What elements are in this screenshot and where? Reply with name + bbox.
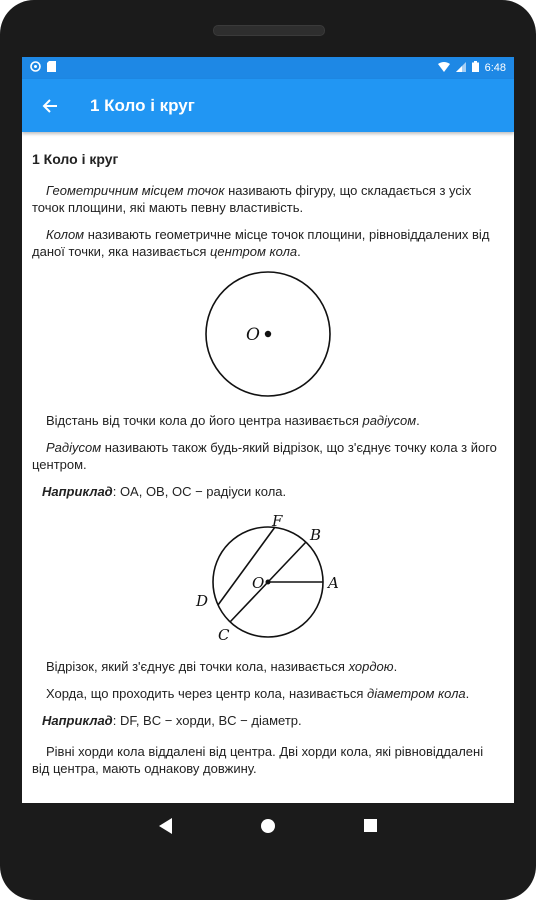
example-chords: [42, 712, 504, 729]
paragraph-circle-definition: [32, 226, 504, 260]
text-circle: називають геометричне місце точок площини, рівновіддалених від даної точки, яка називається: [32, 227, 490, 259]
text-radius-dot: .: [416, 413, 420, 428]
example-radii: [42, 483, 504, 500]
term-center: центром кола: [210, 244, 298, 259]
wifi-icon: [438, 62, 450, 75]
text-chord-dot: .: [393, 659, 398, 674]
text-dot: .: [297, 244, 301, 259]
screen: [22, 57, 514, 803]
term-radius-2: Радіусом: [46, 440, 102, 455]
label-f: F: [272, 514, 283, 530]
label-o: O: [252, 574, 265, 592]
status-time: 6:48: [484, 62, 506, 74]
section-heading: 1 Коло і круг: [32, 151, 119, 167]
signal-icon: [456, 62, 466, 75]
term-chord: хордою: [348, 659, 394, 674]
status-bar: [22, 57, 514, 79]
label-d: D: [196, 592, 209, 610]
label-b: B: [310, 526, 322, 544]
term-diameter: діаметром кола: [367, 686, 466, 701]
recents-square-icon[interactable]: [361, 817, 379, 835]
back-arrow-icon[interactable]: [42, 96, 62, 116]
chords-figure: [32, 514, 504, 646]
circle-center-diagram: [198, 270, 338, 400]
navigation-bar: [0, 803, 536, 848]
back-triangle-icon[interactable]: [157, 817, 175, 835]
sd-card-icon: [47, 61, 56, 75]
term-circle: Колом: [46, 227, 85, 242]
app-bar-title: 1 Коло і круг: [90, 95, 195, 115]
term-locus: Геометричним місцем точок: [46, 183, 225, 198]
text-locus: називають фігуру, що складається з усіх точок площини, які мають певну властивість.: [32, 183, 472, 215]
home-circle-icon[interactable]: [259, 817, 277, 835]
center-label: O: [246, 325, 260, 345]
text-radius-segment: називають також будь-який відрізок, що з'єднує точку кола з його центром.: [32, 440, 497, 472]
app-bar: [22, 79, 514, 132]
text-diameter-dot: .: [465, 686, 470, 701]
paragraph-locus: [32, 182, 504, 216]
text-radius-a: Відстань від точки кола до його центра називається: [46, 413, 363, 428]
text-diameter-a: Хорда, що проходить через центр кола, називається: [46, 686, 368, 701]
article-content: [22, 132, 514, 777]
paragraph-chord-definition: [32, 658, 504, 675]
paragraph-radius-definition: [32, 412, 504, 429]
example-text-2: : DF, BC − хорди, BC − діаметр.: [112, 713, 302, 728]
battery-icon: [472, 61, 479, 75]
settings-status-icon: [30, 61, 41, 75]
paragraph-radius-segment: [32, 439, 504, 473]
paragraph-equal-chords: Рівні хорди кола віддалені від центра. Дві хорди кола, які рівновіддалені від центра, мають однакову довжину.: [32, 744, 484, 776]
speaker-grille: [213, 25, 325, 36]
text-chord-a: Відрізок, який з'єднує дві точки кола, називається: [46, 659, 349, 674]
circle-figure: [32, 270, 504, 400]
label-c: C: [218, 626, 230, 644]
paragraph-diameter-definition: [32, 685, 504, 702]
chords-diagram: [188, 514, 348, 646]
term-radius: радіусом: [362, 413, 417, 428]
example-label-2: Наприклад: [42, 713, 113, 728]
example-label: Наприклад: [42, 484, 113, 499]
example-text: : OA, OB, OC − радіуси кола.: [112, 484, 287, 499]
label-a: A: [328, 574, 339, 592]
